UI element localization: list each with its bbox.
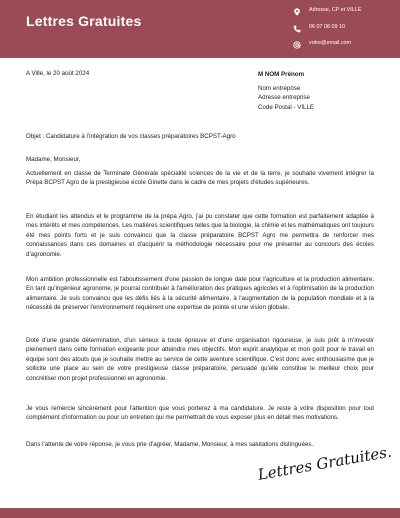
- contact-email-text: votre@email.com: [309, 40, 352, 46]
- recipient-name: M NOM Prénom: [258, 71, 305, 78]
- recipient-block: [258, 70, 314, 112]
- email-icon: [293, 41, 301, 49]
- letter-date: A Ville, le 20 août 2024: [26, 70, 90, 77]
- contact-phone-text: 06 07 08 09 10: [309, 24, 345, 30]
- footer-bar: [0, 508, 400, 518]
- paragraph-program: En étudiant les attendus et le programme de la prépa Agro, j'ai pu constater que cette formation est parfaitement adaptée à mes intérêts et mes compétences. Les matières scientifiques telles que la biologie, la chimie et les mathématiques ont toujours été mes points forts et je suis convaincu que la classe préparatoire BCPST Agro me permettra de renforcer mes connaissances dans ces domaines et d'acquérir la méthodologie nécessaire pour me présenter au concours des écoles d'agronomie.: [26, 213, 374, 258]
- header-banner: [0, 0, 400, 58]
- recipient-address: Adresse entreprise: [258, 94, 310, 102]
- paragraph-closing: Dans l'attente de votre réponse, je vous prie d'agréer, Madame, Monsieur, à mes salutations distinguées.: [26, 441, 314, 448]
- contact-email: [293, 39, 352, 51]
- contact-address-text: Adresse, CP et VILLE: [309, 7, 362, 13]
- paragraph-qualities: Doté d'une grande détermination, d'un sérieux à toute épreuve et d'une organisation rigoureuse, je suis prêt à m'investir pleinement dans cette formation exigeante pour atteindre mes objectifs. Mon esprit analytique et mon goût pour le travail en équipe sont des atouts que je souhaite mettre au service de cette aventure scientifique. C'est donc avec enthousiasme que je sollicite une place au sein de votre prestigieuse classe préparatoire, persuadé qu'elle constitue le meilleur choix pour concrétiser mon projet professionnel en agronomie.: [26, 337, 374, 382]
- contact-phone: [293, 23, 345, 35]
- paragraph-ambition: Mon ambition professionnelle est l'aboutissement d'une passion de longue date pour l'agriculture et la production alimentaire. En tant qu'ingénieur agronome, je pourrai contribuer à l'amélioration des pratiques agricoles et à l'optimisation de la production alimentaire. Je suis convaincu que les défis liés à la sécurité alimentaire, à l'augmentation de la population mondiale et à la nécessité de préserver l'environnement requièrent une expertise de pointe et une vision globale.: [26, 276, 374, 312]
- signature: [256, 442, 393, 498]
- letter-salutation: Madame, Monsieur,: [26, 156, 81, 163]
- recipient-company: Nom entreprise: [258, 85, 301, 93]
- paragraph-intro: Actuellement en classe de Terminale Générale spécialité sciences de la vie et de la terre, je souhaite vivement intégrer la Prépa BCPST Agro de la prestigieuse école Ginette dans le cadre de mes projets d'études supérieures.: [26, 170, 374, 187]
- letter-subject: Objet : Candidature à l'intégration de vos classes préparatoires BCPST-Agro: [26, 133, 236, 140]
- signature-text: Lettres Gratuites.: [256, 442, 393, 484]
- location-pin-icon: [293, 8, 301, 16]
- recipient-city: Code Postal - VILLE: [258, 103, 315, 111]
- phone-icon: [293, 25, 301, 33]
- contact-address: [293, 6, 362, 18]
- paragraph-thanks: Je vous remercie sincèrement pour l'attention que vous porterez à ma candidature. Je reste à votre disposition pour tout complément d'information ou pour un entretien qui me permettrait de vous exposer plus en détail mes motivations.: [26, 405, 374, 422]
- brand-title: Lettres Gratuites: [26, 13, 142, 29]
